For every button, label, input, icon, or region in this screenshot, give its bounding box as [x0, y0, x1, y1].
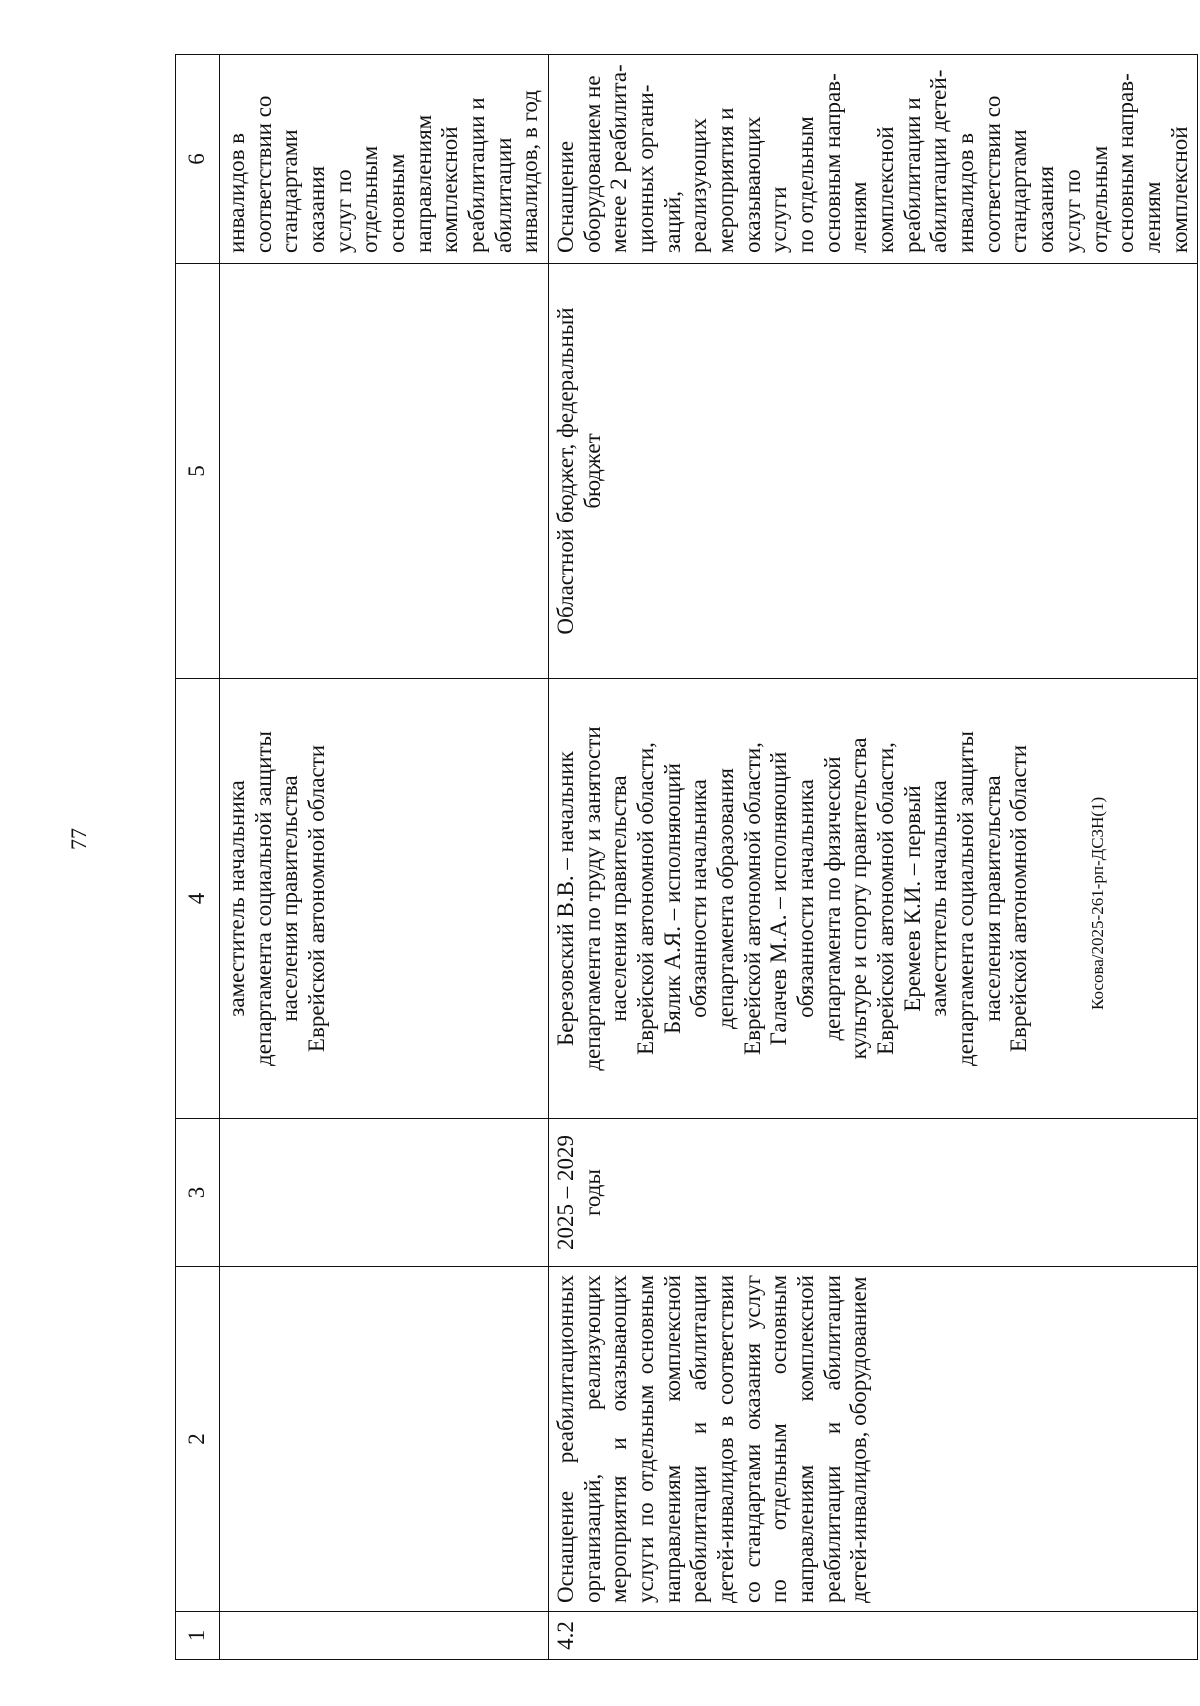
text-line: услуг по отдельным	[330, 145, 383, 253]
page-number: 77	[66, 828, 91, 850]
text-line: стандартами оказания	[277, 129, 330, 253]
text-line: лениям комплексной	[846, 126, 899, 253]
text-line: департамента социальной защиты	[250, 731, 276, 1066]
table-header-row	[176, 55, 220, 1660]
text-line: лениям комплексной	[1139, 126, 1192, 253]
text-line: обязанности начальника	[793, 779, 819, 1018]
text-line: заместитель начальника	[926, 780, 952, 1017]
text-line: соответствии со	[250, 95, 276, 253]
column-header-4: 4	[176, 679, 220, 1119]
text-line: годы	[579, 1169, 605, 1216]
text-line: Еврейской автономной области	[1006, 744, 1032, 1053]
text-line: Еврейской автономной области,	[873, 742, 899, 1055]
text-line: департамента по труду и занятости	[579, 726, 605, 1071]
text-line: Галачев М.А. – исполняющий	[766, 751, 792, 1046]
text-line: Еврейской автономной области,	[739, 742, 765, 1055]
column-header-6: 6	[176, 55, 220, 264]
text-line: оказывающих услуги	[739, 116, 792, 253]
text-line: Еремеев К.И. – первый	[899, 785, 925, 1012]
text-line: заций, реализующих	[659, 118, 712, 253]
text-line: Областной бюджет, федеральный	[553, 307, 579, 635]
text-line: 2025 – 2029	[553, 1135, 579, 1250]
text-line: инвалидов в	[224, 132, 249, 253]
cell-result	[549, 55, 1198, 264]
text-line: по отдельным	[793, 116, 819, 253]
column-header-1: 1	[176, 1612, 220, 1660]
text-line: бюджет	[579, 433, 605, 509]
cell-measure	[220, 1267, 549, 1612]
text-line: департамента образования	[713, 768, 739, 1029]
cell-number: 4.2	[549, 1612, 1198, 1660]
text-line: стандартами оказания	[1006, 129, 1059, 253]
text-line: реабилитации и	[899, 97, 925, 253]
text-line: населения правительства	[979, 775, 1005, 1022]
text-line: Березовский В.В. – начальник	[553, 751, 579, 1046]
column-header-3: 3	[176, 1119, 220, 1267]
text-line: Еврейской автономной области,	[633, 742, 659, 1055]
text-line: Еврейской автономной области	[304, 744, 330, 1053]
cell-funding	[220, 264, 549, 679]
text-line: мероприятия и	[713, 107, 739, 253]
cell-responsible	[220, 679, 549, 1119]
text-line: заместитель начальника	[224, 780, 249, 1017]
text-line: инвалидов, в год	[517, 90, 543, 253]
text-line: комплексной	[437, 126, 463, 253]
text-line: культуре и спорту правительства	[846, 737, 872, 1060]
text-line: соответствии со	[979, 95, 1005, 253]
text-line: населения правительства	[277, 775, 303, 1022]
text-line: оборудованием не	[579, 75, 605, 253]
text-line: Оснащение	[553, 140, 579, 253]
text-line: департамента социальной защиты	[953, 731, 979, 1066]
text-line: населения правительства	[606, 775, 632, 1022]
text-line: реабилитации и	[464, 97, 490, 253]
text-line: ционных органи-	[633, 84, 659, 253]
text-line: основным направ-	[1113, 73, 1139, 253]
cell-period	[220, 1119, 549, 1267]
column-header-5: 5	[176, 264, 220, 679]
text-line: обязанности начальника	[686, 779, 712, 1018]
text-line: услуг по отдельным	[1059, 145, 1112, 253]
table-row-continuation	[220, 55, 549, 1660]
cell-result	[220, 55, 549, 264]
cell-funding	[549, 264, 1198, 679]
measures-table	[175, 54, 1198, 1660]
cell-measure: Оснащение реабилитационных организаций, реализующих мероприятия и оказывающих услуги по отдельным основным направлениям комплексной реабилитации и абилитации детей-инвалидов в соответствии со стандартами оказания услуг по отдельным основным направлениям комплексной реабилитации и абилитации детей-инвалидов, оборудованием	[549, 1267, 1198, 1612]
text-line: инвалидов в	[953, 132, 979, 253]
text-line: основным направ-	[819, 73, 845, 253]
text-line: направлениям	[410, 114, 436, 253]
text-line: абилитации	[490, 137, 516, 253]
text-line: Бялик А.Я. – исполняющий	[659, 763, 685, 1034]
text-line: абилитации детей-	[926, 69, 952, 253]
text-line: менее 2 реабилита-	[606, 64, 632, 253]
column-header-2: 2	[176, 1267, 220, 1612]
document-code: Косова/2025-261-рп-ДСЗН(1)	[1088, 796, 1107, 1010]
cell-number	[220, 1612, 549, 1660]
text-line: департамента по физической	[819, 756, 845, 1041]
cell-period	[549, 1119, 1198, 1267]
text-line: основным	[384, 153, 410, 253]
